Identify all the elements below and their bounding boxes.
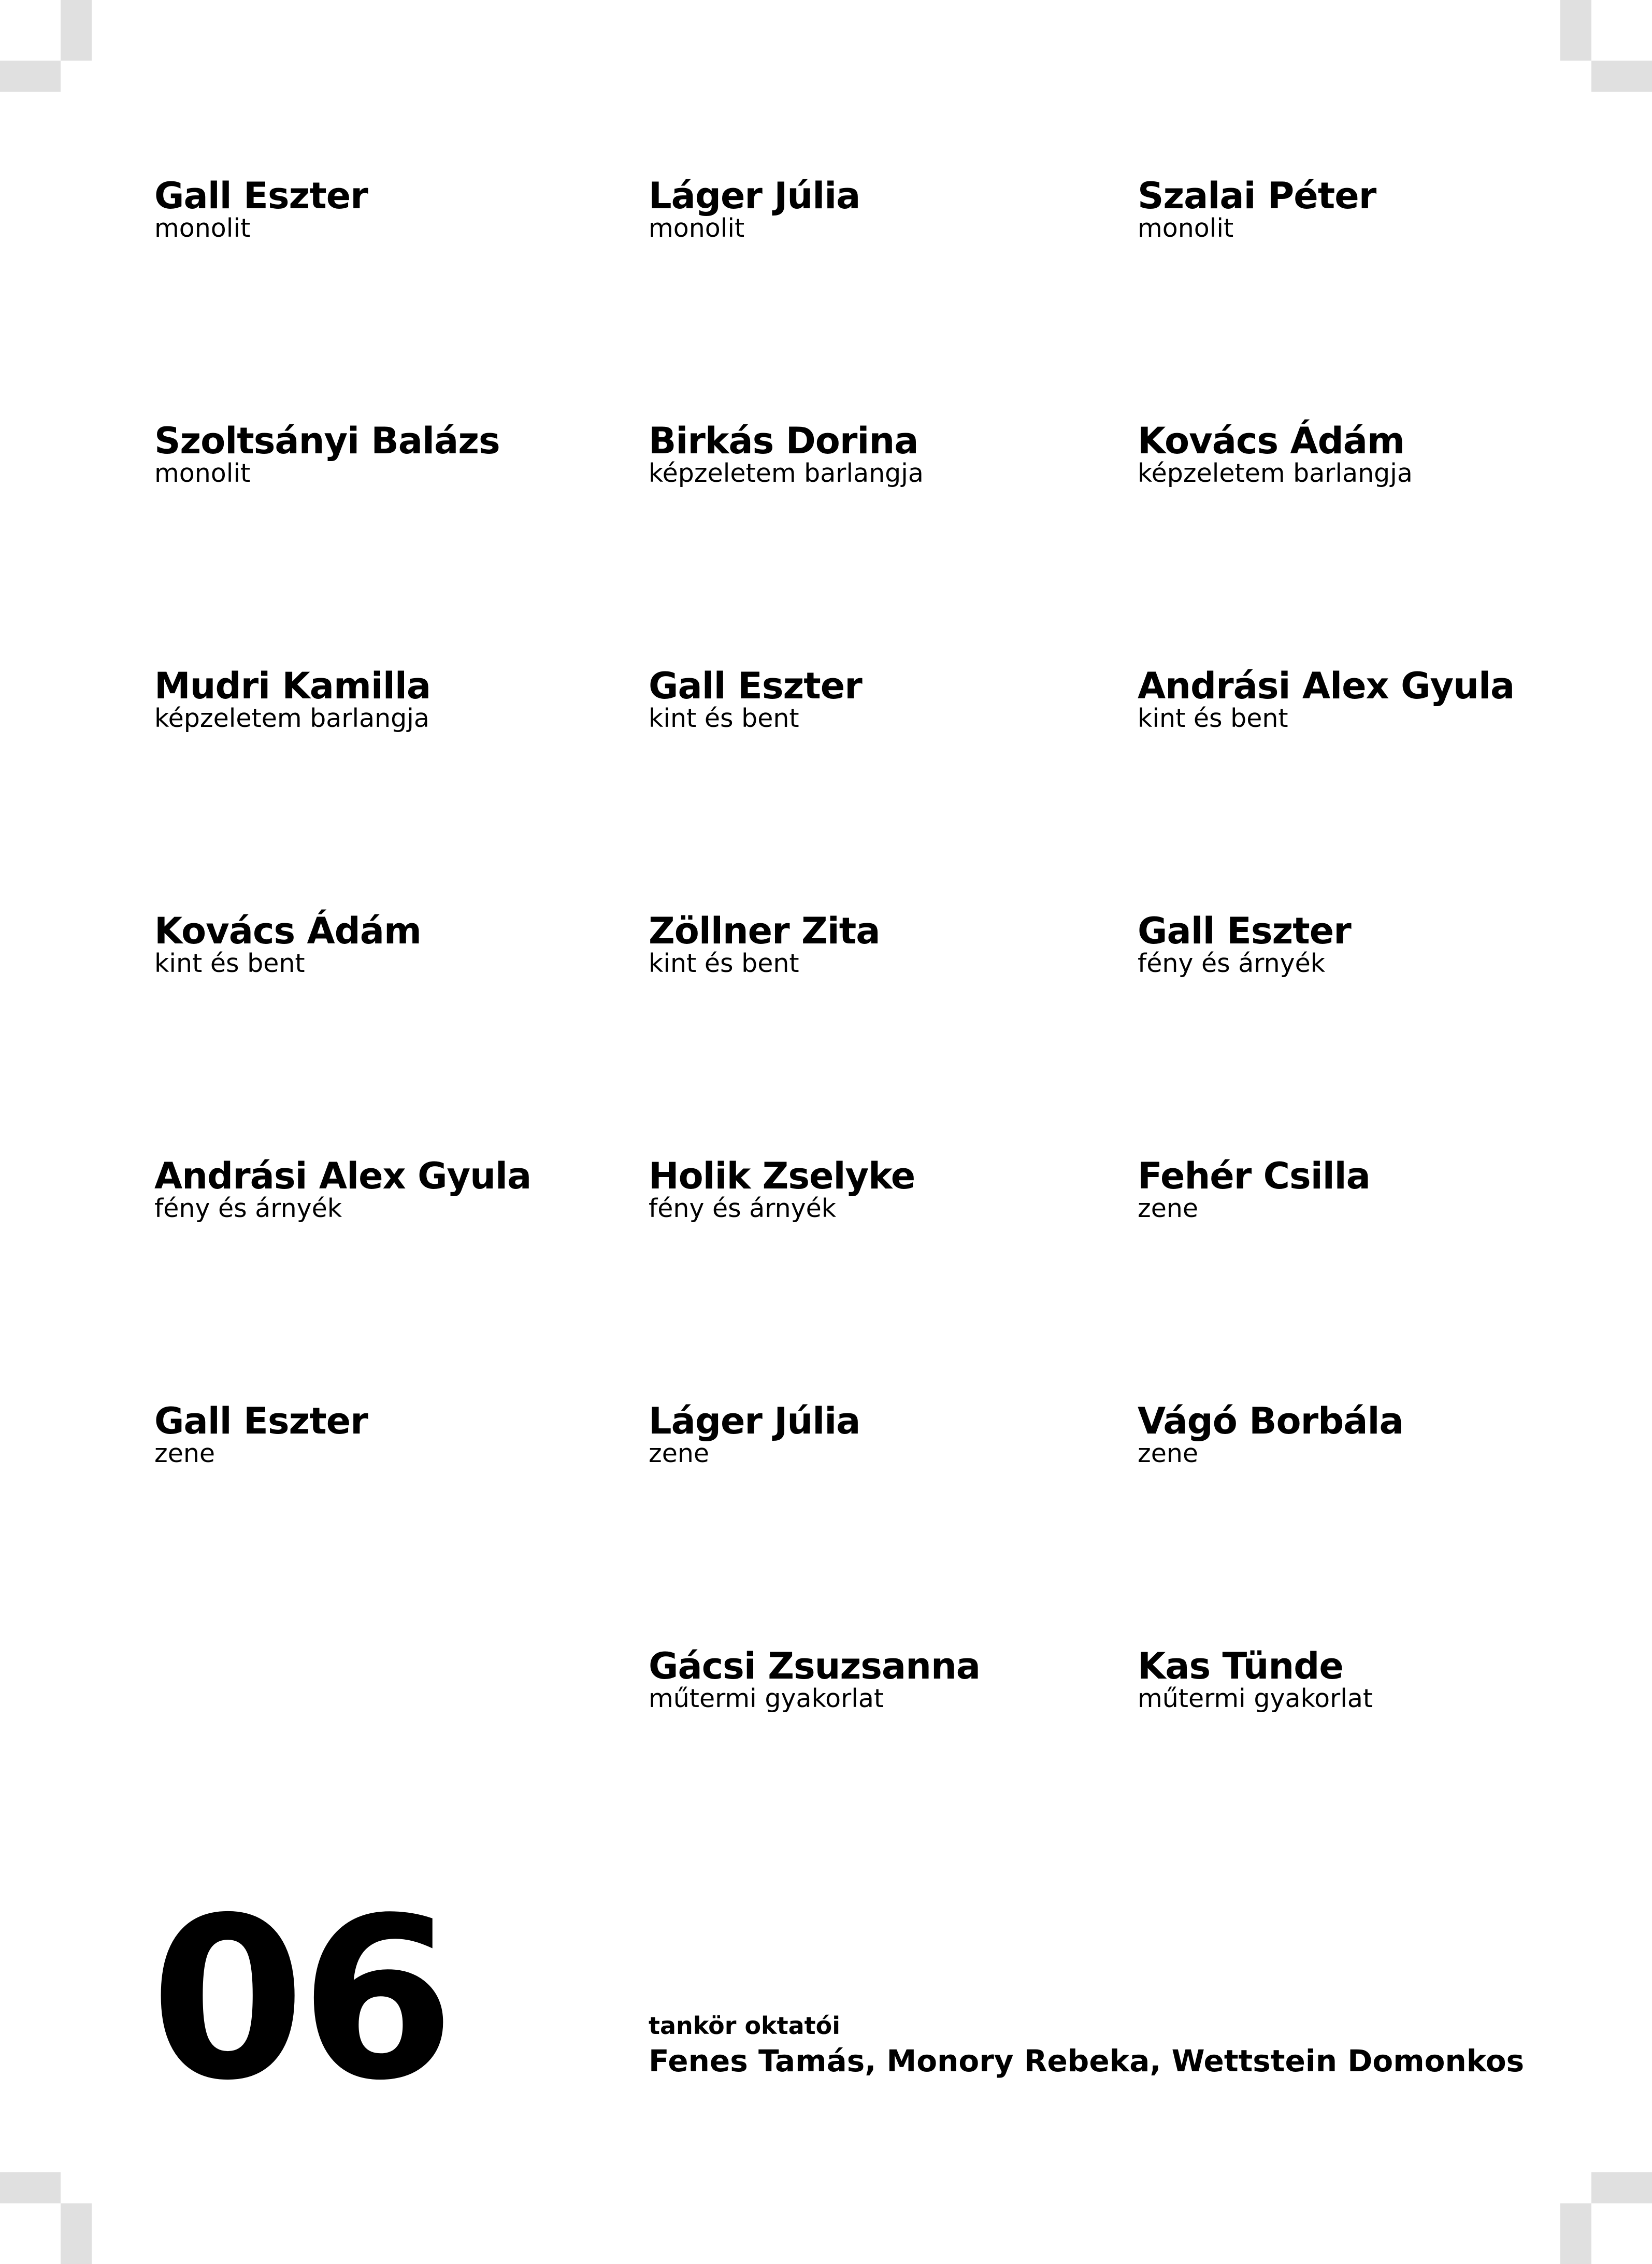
entry-name: Kas Tünde — [1138, 1645, 1343, 1687]
entry-name: Gall Eszter — [649, 665, 862, 707]
entry-topic: zene — [649, 1439, 710, 1468]
entry-name: Birkás Dorina — [649, 420, 918, 462]
entry-name: Mudri Kamilla — [154, 665, 431, 707]
entry — [154, 1400, 368, 1468]
entry-topic: zene — [1138, 1439, 1199, 1468]
entry-topic: kint és bent — [649, 704, 799, 733]
crop-mark-bottom-left-vertical — [61, 2203, 92, 2264]
entry — [649, 1645, 980, 1713]
entry-topic: fény és árnyék — [1138, 949, 1326, 978]
entry-topic: zene — [1138, 1194, 1199, 1223]
crop-mark-bottom-right-vertical — [1560, 2203, 1591, 2264]
entry — [649, 1155, 915, 1223]
entry-name: Láger Júlia — [649, 175, 860, 217]
entry-topic: képzeletem barlangja — [1138, 458, 1413, 488]
entry — [154, 665, 430, 733]
entry-topic: fény és árnyék — [154, 1194, 342, 1223]
crop-mark-bottom-left-horizontal — [0, 2172, 61, 2203]
crop-mark-top-right-vertical — [1560, 0, 1591, 61]
entry-topic: képzeletem barlangja — [154, 704, 429, 733]
entry — [1138, 1155, 1370, 1223]
entry-topic: képzeletem barlangja — [649, 458, 924, 488]
entry-topic: kint és bent — [154, 949, 305, 978]
entry — [1138, 1400, 1403, 1468]
entry — [154, 1155, 531, 1223]
entry — [649, 175, 860, 243]
entry-name: Vágó Borbála — [1138, 1400, 1403, 1442]
entry — [1138, 910, 1351, 978]
entry-name: Holik Zselyke — [649, 1155, 915, 1197]
page-number: 06 — [150, 1870, 450, 2129]
teachers-label: tankör oktatói — [649, 2012, 841, 2040]
entry-name: Fehér Csilla — [1138, 1155, 1370, 1197]
entry-name: Andrási Alex Gyula — [1138, 665, 1515, 707]
crop-mark-top-left-vertical — [61, 0, 92, 61]
entry — [649, 910, 880, 978]
entry-topic: műtermi gyakorlat — [1138, 1684, 1373, 1713]
entry-name: Zöllner Zita — [649, 910, 880, 952]
crop-mark-top-left-horizontal — [0, 61, 61, 92]
entry — [649, 665, 862, 733]
entry — [1138, 665, 1514, 733]
entry — [154, 910, 421, 978]
entry-topic: kint és bent — [1138, 704, 1288, 733]
entry — [154, 420, 500, 488]
entry-topic: zene — [154, 1439, 216, 1468]
entry-topic: monolit — [154, 458, 251, 488]
entry-name: Gácsi Zsuzsanna — [649, 1645, 981, 1687]
entry — [1138, 1645, 1373, 1713]
entry-name: Szoltsányi Balázs — [154, 420, 500, 462]
teachers-names: Fenes Tamás, Monory Rebeka, Wettstein Domonkos — [649, 2043, 1525, 2079]
entry-name: Szalai Péter — [1138, 175, 1376, 217]
entry-topic: monolit — [1138, 213, 1234, 243]
entry — [154, 175, 368, 243]
entry-name: Gall Eszter — [1138, 910, 1351, 952]
entry-name: Gall Eszter — [154, 175, 368, 217]
teachers-block — [649, 2010, 1524, 2081]
entry-name: Kovács Ádám — [1138, 420, 1404, 462]
entry-name: Andrási Alex Gyula — [154, 1155, 531, 1197]
entry-name: Kovács Ádám — [154, 910, 421, 952]
entry-name: Gall Eszter — [154, 1400, 368, 1442]
crop-mark-top-right-horizontal — [1591, 61, 1652, 92]
entry-topic: fény és árnyék — [649, 1194, 837, 1223]
entry-topic: kint és bent — [649, 949, 799, 978]
entry-topic: monolit — [154, 213, 251, 243]
entry-name: Láger Júlia — [649, 1400, 860, 1442]
entry — [649, 420, 924, 488]
entry-topic: monolit — [649, 213, 745, 243]
crop-mark-bottom-right-horizontal — [1591, 2172, 1652, 2203]
entry-topic: műtermi gyakorlat — [649, 1684, 884, 1713]
entry — [649, 1400, 860, 1468]
entry — [1138, 175, 1376, 243]
entry — [1138, 420, 1413, 488]
